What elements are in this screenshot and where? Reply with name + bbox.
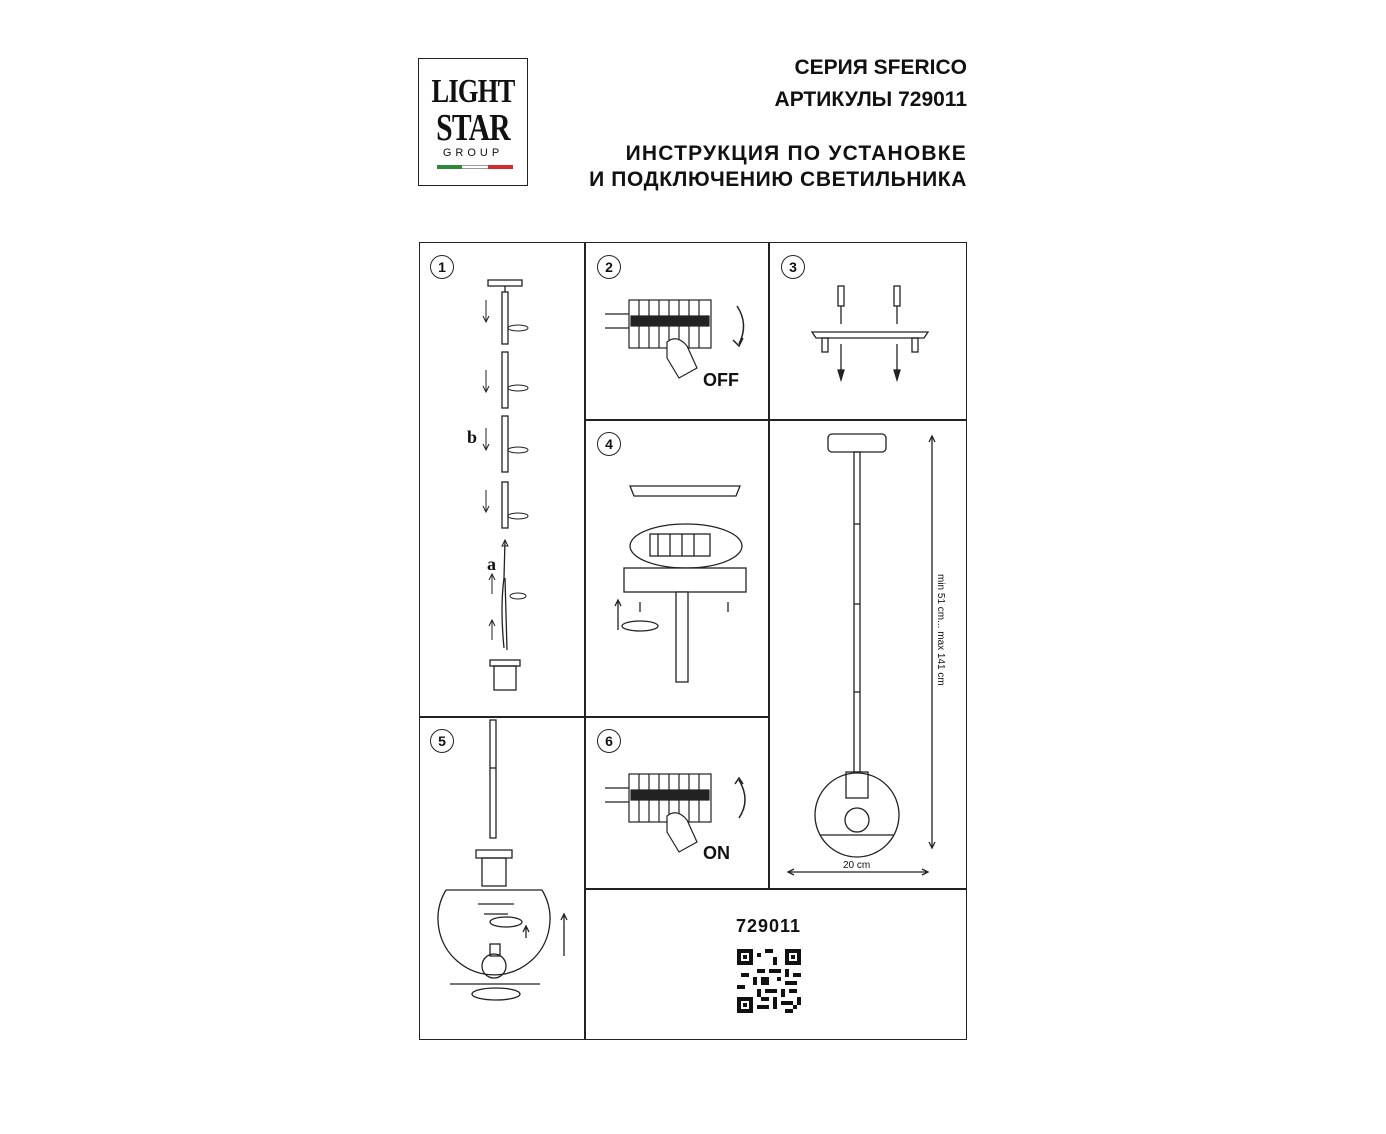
step-number-5: 5 xyxy=(430,729,454,753)
logo-line-1: LIGHT xyxy=(431,73,515,110)
step-number-6: 6 xyxy=(597,729,621,753)
logo-line-3: GROUP xyxy=(442,147,504,159)
step6-breaker-panel-drawing xyxy=(605,770,755,860)
step4-wiring-drawing xyxy=(600,480,760,685)
step-number-4: 4 xyxy=(597,432,621,456)
step-number-1: 1 xyxy=(430,255,454,279)
dimension-width-label: 20 cm xyxy=(843,860,871,871)
dimension-lamp-drawing xyxy=(780,430,960,880)
step2-switch-off-label: OFF xyxy=(703,370,739,390)
step6-switch-on-label: ON xyxy=(703,843,730,863)
instruction-title-line-2: И ПОДКЛЮЧЕНИЮ СВЕТИЛЬНИКА xyxy=(589,168,967,191)
dimension-height-label: min 51 cm... max 141 cm xyxy=(935,574,946,686)
instruction-title-line-1: ИНСТРУКЦИЯ ПО УСТАНОВКЕ xyxy=(625,142,967,165)
italian-flag-stripe xyxy=(437,165,513,169)
step-number-3: 3 xyxy=(781,255,805,279)
product-code: 729011 xyxy=(736,916,802,936)
article-numbers: АРТИКУЛЫ 729011 xyxy=(774,88,967,111)
brand-logo xyxy=(418,58,528,186)
logo-line-2: STAR xyxy=(436,107,510,149)
flag-green xyxy=(437,165,462,169)
qr-code-icon xyxy=(737,949,801,1013)
step-number-2: 2 xyxy=(597,255,621,279)
step1-label-a: a xyxy=(487,554,496,574)
step1-label-b: b xyxy=(467,427,478,447)
step3-mounting-plate-drawing xyxy=(808,284,933,384)
series-title: СЕРИЯ SFERICO xyxy=(794,56,967,79)
flag-red xyxy=(488,165,513,169)
flag-white xyxy=(462,165,487,169)
step1-rod-assembly-drawing xyxy=(470,278,540,698)
step5-shade-mounting-drawing xyxy=(436,718,576,1018)
